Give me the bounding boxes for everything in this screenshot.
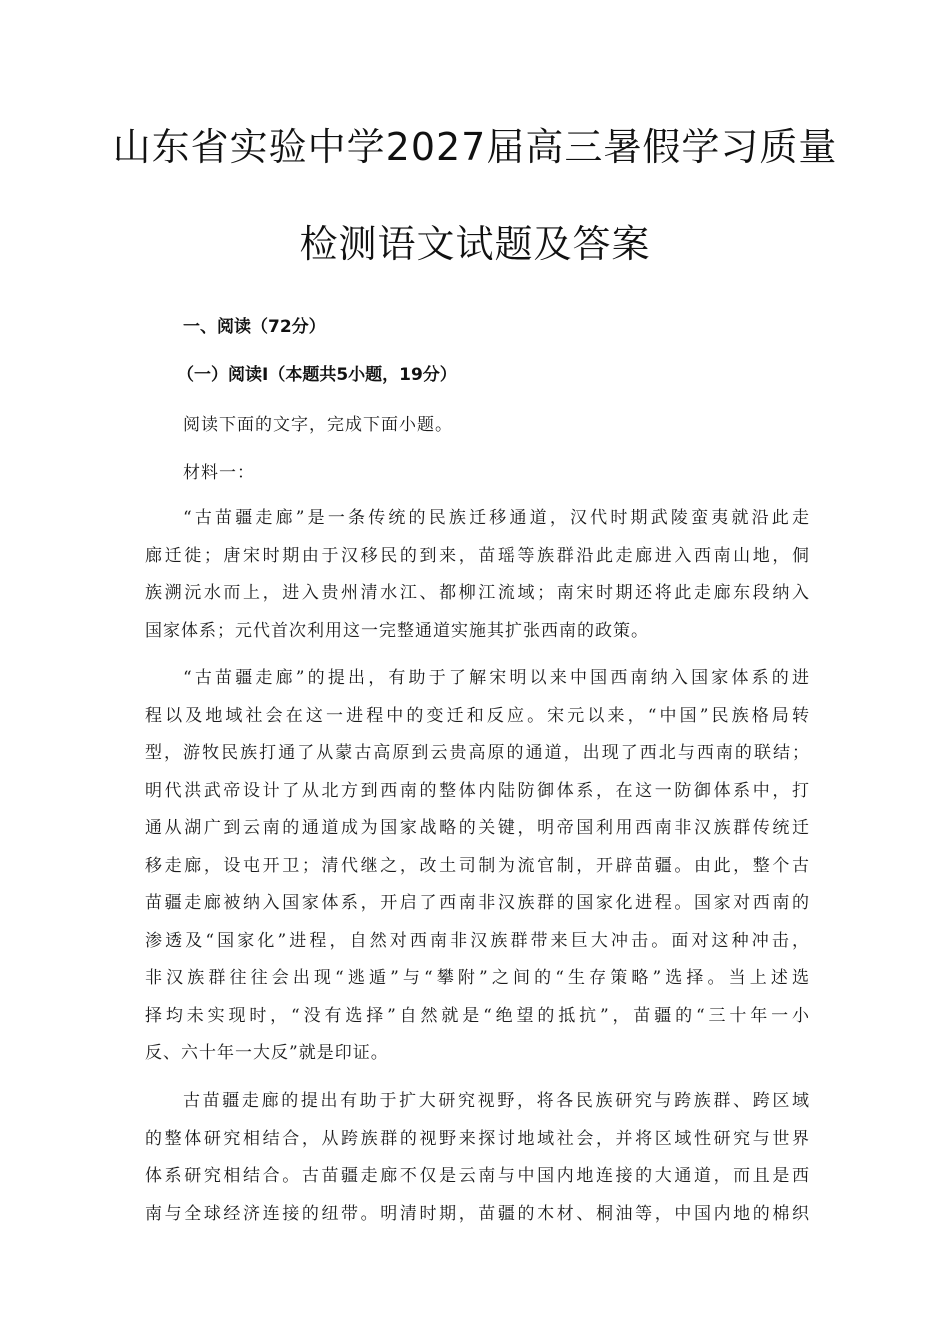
paragraph-line: 南与全球经济连接的纽带。明清时期，苗疆的木材、桐油等，中国内地的棉织 [145, 1203, 810, 1224]
paragraph-line: 苗疆走廊被纳入国家体系，开启了西南非汉族群的国家化进程。国家对西南的 [145, 893, 810, 913]
paragraph-line: 程以及地域社会在这一进程中的变迁和反应。宋元以来，“中国”民族格局转 [145, 705, 810, 726]
paragraph-line: 通从湖广到云南的通道成为国家战略的关键，明帝国利用西南非汉族群传统迁 [145, 818, 810, 838]
paragraph-line: 型，游牧民族打通了从蒙古高原到云贵高原的通道，出现了西北与西南的联结； [145, 743, 810, 763]
paragraph-3 [145, 1083, 810, 1233]
paragraph-line: 明代洪武帝设计了从北方到西南的整体内陆防御体系，在这一防御体系中，打 [145, 780, 810, 801]
paragraph-line: 移走廊，设屯开卫；清代继之，改土司制为流官制，开辟苗疆。由此，整个古 [145, 855, 810, 876]
paragraph-line: 廊迁徙；唐宋时期由于汉移民的到来，苗瑶等族群沿此走廊进入西南山地，侗 [145, 545, 810, 566]
material-label: 材料一： [183, 463, 255, 483]
paragraph-line: 体系研究相结合。古苗疆走廊不仅是云南与中国内地连接的大通道，而且是西 [145, 1166, 810, 1186]
paragraph-line: 反、六十年一大反”就是印证。 [145, 1043, 389, 1063]
section-heading: 一、阅读（72分） [183, 317, 326, 337]
subsection-heading: （一）阅读I（本题共5小题，19分） [177, 365, 457, 385]
paragraph-1 [145, 500, 810, 650]
paragraph-line: 族溯沅水而上，进入贵州清水江、都柳江流域；南宋时期还将此走廊东段纳入 [145, 583, 810, 603]
instruction-text: 阅读下面的文字，完成下面小题。 [183, 415, 453, 435]
document-title-line-2: 检测语文试题及答案 [299, 222, 651, 266]
paragraph-line: 择均未实现时，“没有选择”自然就是“绝望的抵抗”，苗疆的“三十年一小 [145, 1005, 810, 1026]
paragraph-2 [145, 660, 810, 1073]
paragraph-line: 国家体系；元代首次利用这一完整通道实施其扩张西南的政策。 [145, 620, 649, 641]
paragraph-line: 的整体研究相结合，从跨族群的视野来探讨地域社会，并将区域性研究与世界 [145, 1128, 810, 1149]
document-title-line-1: 山东省实验中学2027届高三暑假学习质量 [112, 125, 838, 169]
paragraph-line: “古苗疆走廊”的提出，有助于了解宋明以来中国西南纳入国家体系的进 [183, 668, 810, 688]
paragraph-line: “古苗疆走廊”是一条传统的民族迁移通道，汉代时期武陵蛮夷就沿此走 [183, 508, 810, 528]
paragraph-line: 古苗疆走廊的提出有助于扩大研究视野，将各民族研究与跨族群、跨区域 [183, 1091, 810, 1111]
paragraph-line: 非汉族群往往会出现“逃遁”与“攀附”之间的“生存策略”选择。当上述选 [145, 968, 810, 988]
paragraph-line: 渗透及“国家化”进程，自然对西南非汉族群带来巨大冲击。面对这种冲击， [145, 930, 810, 951]
